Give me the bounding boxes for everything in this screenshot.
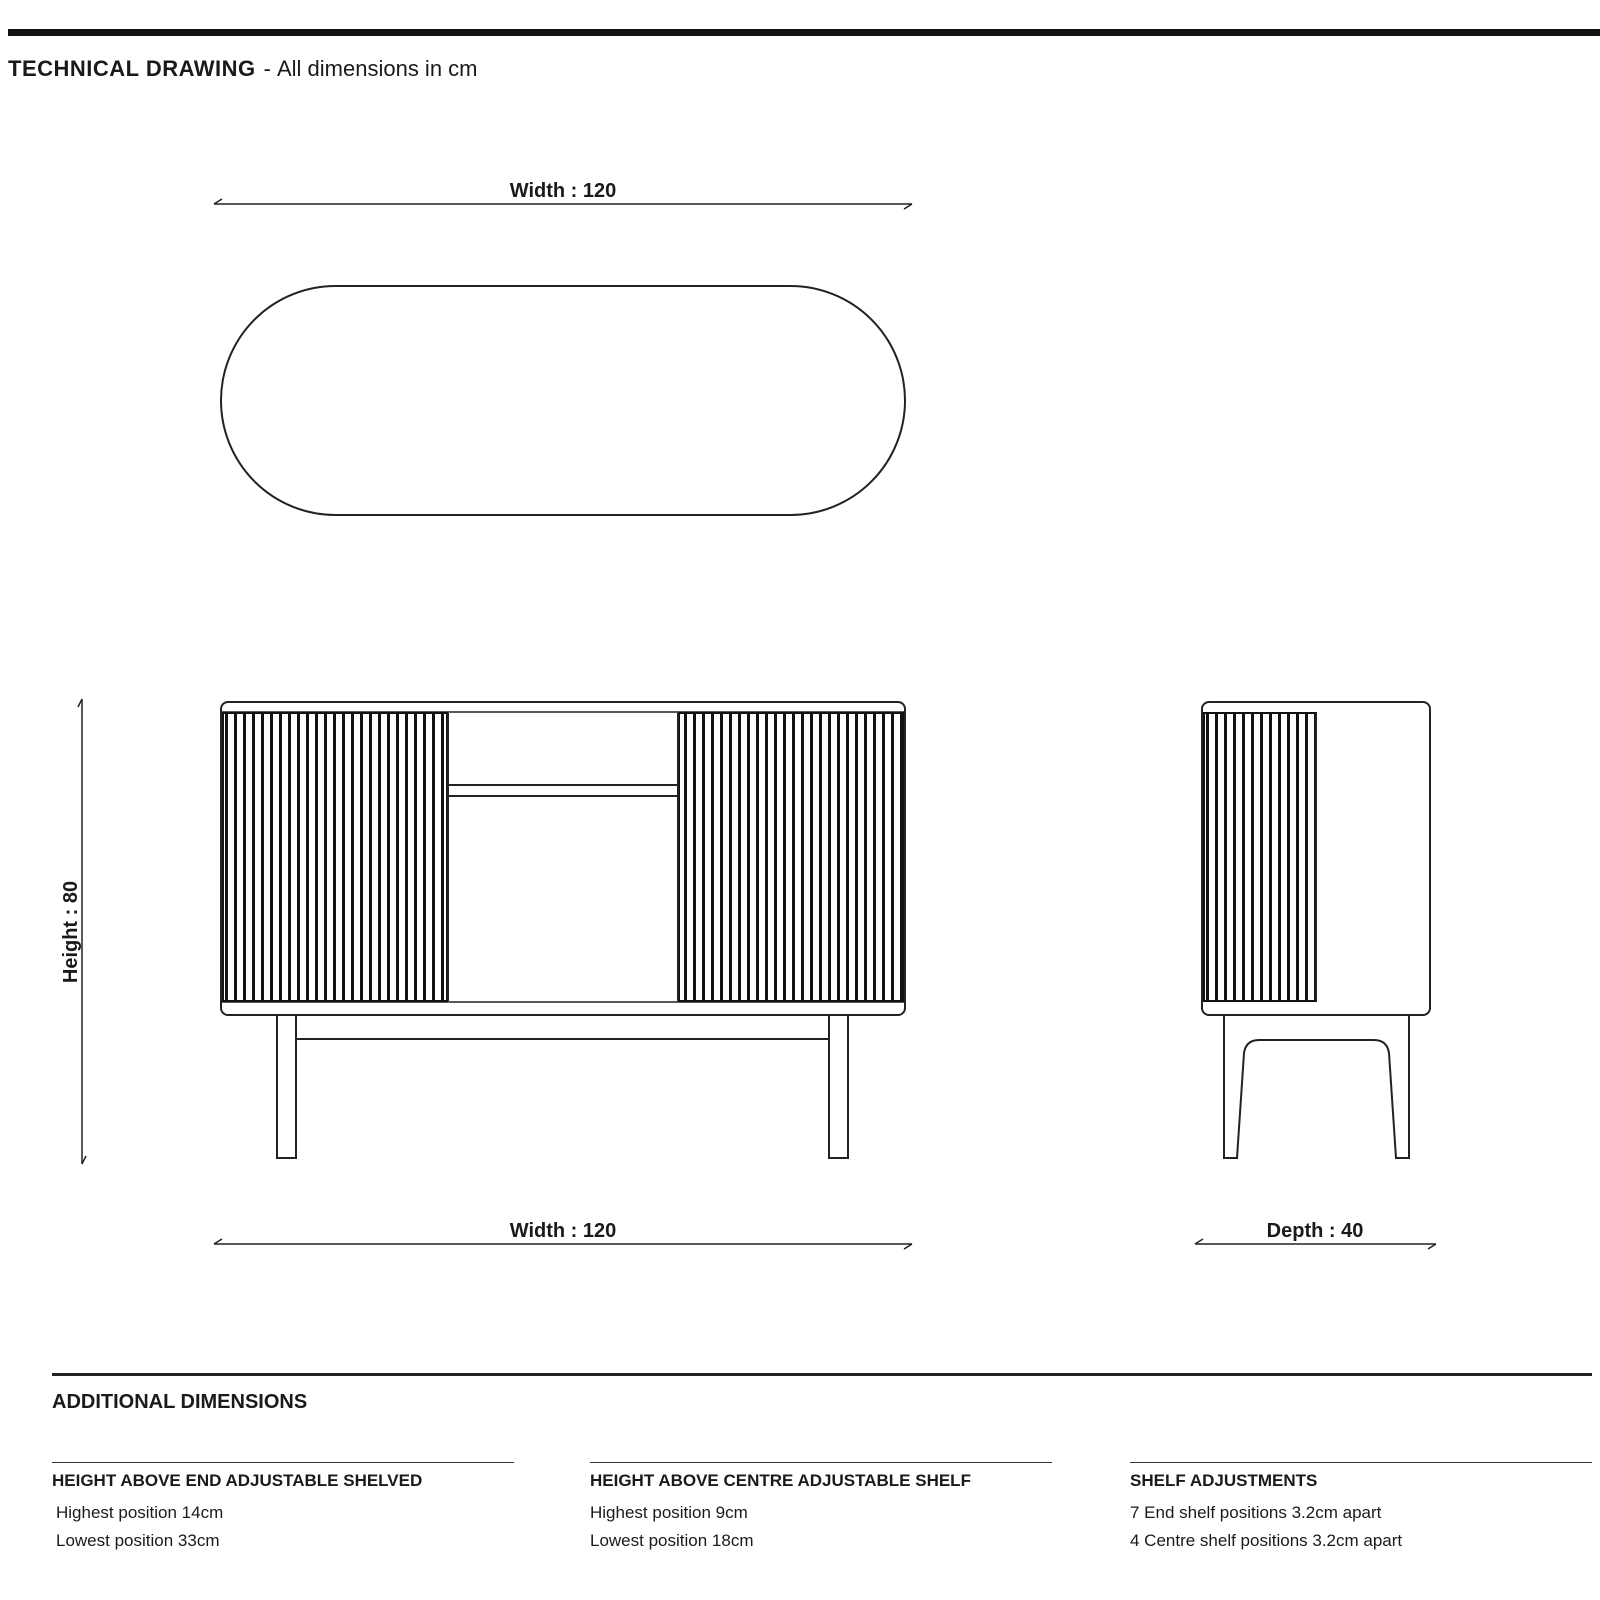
side-legs — [1224, 1015, 1409, 1158]
end-shelf-info — [52, 1462, 514, 1559]
end-shelf-lowest: Lowest position 33cm — [56, 1531, 220, 1550]
centre-shelf-title: HEIGHT ABOVE CENTRE ADJUSTABLE SHELF — [590, 1471, 971, 1490]
additional-dimensions-rule — [52, 1373, 1592, 1376]
centre-shelf-highest: Highest position 9cm — [590, 1503, 748, 1522]
top-width-label: Width : 120 — [509, 180, 617, 202]
header-separator: - — [263, 56, 271, 81]
top-view-outline — [221, 286, 905, 515]
right-tambour-door — [679, 713, 903, 1001]
end-shelf-highest: Highest position 14cm — [56, 1503, 224, 1522]
additional-dimensions-title: ADDITIONAL DIMENSIONS — [52, 1391, 308, 1413]
end-shelf-title: HEIGHT ABOVE END ADJUSTABLE SHELVED — [52, 1471, 423, 1490]
front-width-label: Width : 120 — [509, 1220, 617, 1242]
end-shelf-positions: 7 End shelf positions 3.2cm apart — [1130, 1503, 1382, 1522]
front-right-leg — [829, 1015, 848, 1158]
column-rule — [590, 1462, 1052, 1463]
top-view — [214, 180, 912, 515]
centre-shelf-info — [590, 1462, 1052, 1559]
centre-shelf — [448, 785, 678, 796]
side-tambour-profile — [1204, 713, 1316, 1001]
height-label: Height : 80 — [60, 880, 82, 984]
shelf-adjustments-title: SHELF ADJUSTMENTS — [1130, 1471, 1318, 1490]
centre-shelf-lowest: Lowest position 18cm — [590, 1531, 754, 1550]
page-subtitle: All dimensions in cm — [276, 56, 478, 81]
depth-label: Depth : 40 — [1266, 1220, 1364, 1242]
front-left-leg — [277, 1015, 296, 1158]
side-view — [1195, 702, 1436, 1249]
left-tambour-door — [223, 713, 447, 1001]
page-title: TECHNICAL DRAWING — [8, 56, 256, 81]
shelf-adjustments-info — [1130, 1462, 1592, 1559]
front-view — [60, 699, 912, 1249]
centre-shelf-positions: 4 Centre shelf positions 3.2cm apart — [1130, 1531, 1403, 1550]
column-rule — [52, 1462, 514, 1463]
column-rule — [1130, 1462, 1592, 1463]
